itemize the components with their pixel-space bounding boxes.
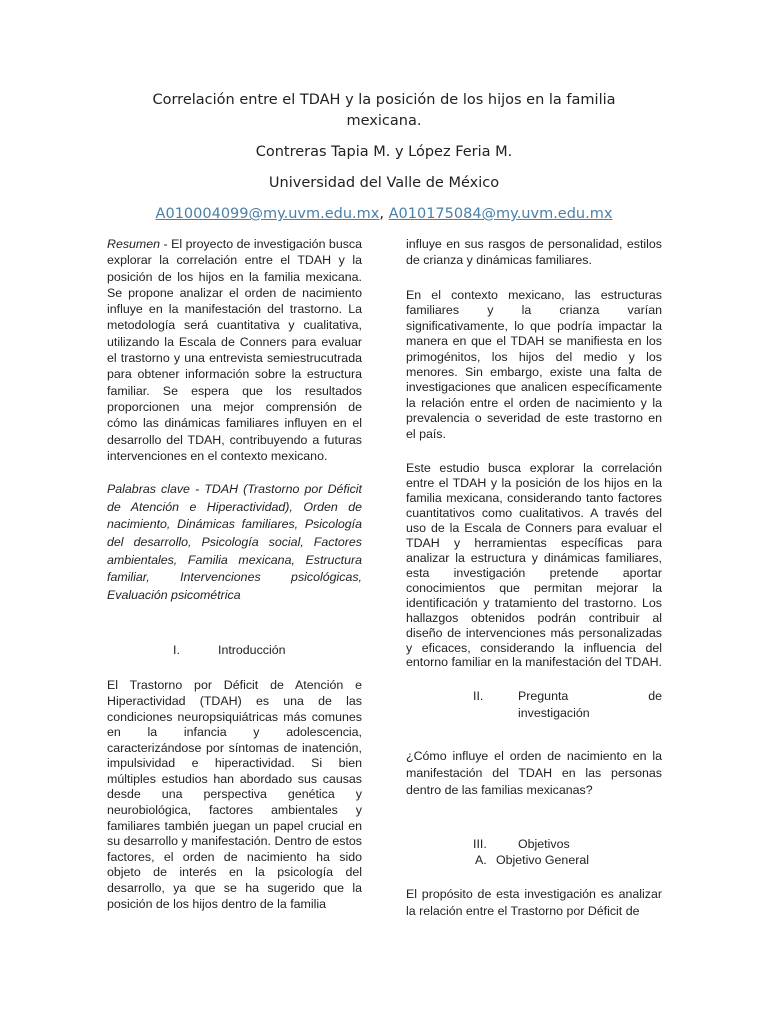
section-heading-introduccion <box>107 642 362 659</box>
section-heading-objetivos <box>406 836 662 870</box>
paper-title: Correlación entre el TDAH y la posición de los hijos en la familia mexicana. <box>152 92 616 129</box>
abstract-text: - El proyecto de investigación busca explorar la correlación entre el TDAH y la posición de los hijos en la familia mexicana. Se propone analizar el orden de nacimiento influye en la manifestación del trastorno. La metodología será cuantitativa y cualitativa, utilizando la Escala de Conners para evaluar el trastorno y una entrevista semiestrucutrada para obtener información sobre la estructura familiar. Se espera que los resultados proporcionen una mejor comprensión de cómo las dinámicas familiares influyen en el desarrollo del TDAH, contribuyendo a futuras intervenciones en el contexto mexicano. <box>107 237 362 463</box>
section-title: Objetivos <box>518 837 570 852</box>
abstract-paragraph <box>107 236 362 464</box>
author-emails <box>100 204 668 224</box>
paper-authors: Contreras Tapia M. y López Feria M. <box>255 144 513 160</box>
intro-paragraph-1-continued: influye en sus rasgos de personalidad, estilos de crianza y dinámicas familiares. <box>406 237 662 267</box>
section-title-word-1: Pregunta <box>518 689 569 704</box>
keywords-paragraph: Palabras clave - TDAH (Trastorno por Déficit de Atención e Hiperactividad), Orden de nacimiento, Dinámicas familiares, Psicología del desarrollo, Psicología social, Factores ambientales, Familia mexicana, Estructura familiar, Intervenciones psicológicas, Evaluación psicométrica <box>107 482 362 602</box>
section-title-line-2: investigación <box>518 706 590 721</box>
intro-paragraph-2: En el contexto mexicano, las estructuras familiares y la crianza varían significativamente, lo que podría impactar la manera en que el TDAH se manifiesta en los primogénitos, los hijos del medio y los menores. Sin embargo, existe una falta de investigaciones que analicen específicamente la relación entre el orden de nacimiento y la prevalencia o severidad de este trastorno en el país. <box>406 288 662 441</box>
section-number: II. <box>473 689 484 704</box>
section-title: Introducción <box>218 643 286 658</box>
section-number: III. <box>473 837 487 852</box>
email-link-1[interactable]: A010004099@my.uvm.edu.mx <box>155 206 380 222</box>
objectives-paragraph: El propósito de esta investigación es analizar la relación entre el Trastorno por Déficit de <box>406 887 662 919</box>
research-question: ¿Cómo influye el orden de nacimiento en la manifestación del TDAH en las personas dentro de las familias mexicanas? <box>406 749 662 798</box>
intro-paragraph-3: Este estudio busca explorar la correlación entre el TDAH y la posición de los hijos en la familia mexicana, considerando tanto factores cuantitativos como cualitativos. A través del uso de la Escala de Conners para evaluar el TDAH y herramientas específicas para analizar la estructura y dinámicas familiares, esta investigación pretende aportar conocimientos que permitan mejorar la identificación y tratamiento del trastorno. Los hallazgos obtenidos podrán contribuir al diseño de intervenciones más personalizadas y eficaces, considerando la influencia del entorno familiar en la manifestación del TDAH. <box>406 461 662 670</box>
abstract-label: Resumen <box>107 237 161 251</box>
left-column <box>107 236 362 912</box>
subsection-title: Objetivo General <box>496 853 589 868</box>
email-separator: , <box>379 206 389 222</box>
section-heading-pregunta <box>406 688 662 724</box>
section-title-word-2: de <box>648 689 662 704</box>
section-number: I. <box>173 643 180 658</box>
right-column <box>406 236 662 920</box>
subsection-letter: A. <box>475 853 487 868</box>
paper-affiliation: Universidad del Valle de México <box>268 175 500 191</box>
intro-paragraph-1: El Trastorno por Déficit de Atención e Hiperactividad (TDAH) es una de las condiciones neuropsiquiátricas más comunes en la infancia y adolescencia, caracterizándose por síntomas de inatención, impulsividad e hiperactividad. Si bien múltiples estudios han abordado sus causas desde una perspectiva genética y neurobiológica, factores ambientales y familiares también juegan un papel crucial en su desarrollo y manifestación. Dentro de estos factores, el orden de nacimiento ha sido objeto de interés en la psicología del desarrollo, ya que se ha sugerido que la posición de los hijos dentro de la familia <box>107 678 362 911</box>
email-link-2[interactable]: A010175084@my.uvm.edu.mx <box>388 206 613 222</box>
